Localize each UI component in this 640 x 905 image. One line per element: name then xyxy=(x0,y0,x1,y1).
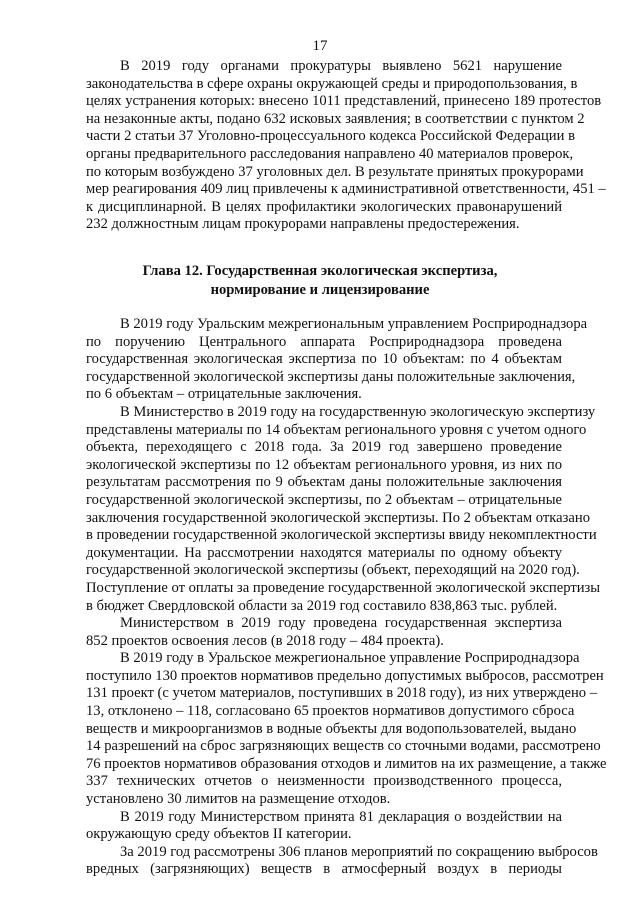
paragraph xyxy=(86,809,562,844)
text-line: 232 должностным лицам прокурорами направлены предостережения. xyxy=(86,216,520,233)
text-line: В 2019 году органами прокуратуры выявлено 5621 нарушение xyxy=(120,58,562,74)
text-line: законодательства в сфере охраны окружающей среды и природопользования, в xyxy=(86,75,578,92)
text-line: вредных (загрязняющих) веществ в атмосферный воздух в периоды xyxy=(86,861,562,878)
text-line: документации. На рассмотрении находятся материалы по одному объекту xyxy=(86,544,562,561)
paragraph xyxy=(86,316,588,404)
text-line: 76 проектов нормативов образования отходов и лимитов на их размещение, а также xyxy=(86,755,607,772)
text-line: государственная экологическая экспертиза по 10 объектам: по 4 объектам xyxy=(86,351,562,368)
text-line: государственной экологической экспертизы (объект, переходящий на 2020 год). xyxy=(86,562,580,579)
text-line: поступило 130 проектов нормативов предельно допустимых выбросов, рассмотрен xyxy=(86,667,604,684)
text-line: В Министерство в 2019 году на государственную экологическую экспертизу xyxy=(120,403,596,420)
text-line: объекта, переходящего с 2018 года. За 2019 год завершено проведение xyxy=(86,439,562,456)
text-line: государственной экологической экспертизы, по 2 объектам – отрицательные xyxy=(86,491,562,508)
text-line: в бюджет Свердловской области за 2019 год составило 838,863 тыс. рублей. xyxy=(86,597,558,614)
chapter-heading-line: Глава 12. Государственная экологическая экспертиза, xyxy=(142,263,498,279)
text-line: государственной экологической экспертизы даны положительные заключения, xyxy=(86,368,576,385)
text-line: представлены материалы по 14 объектам регионального уровня с учетом одного xyxy=(86,421,587,438)
paragraph xyxy=(86,843,598,879)
text-line: В 2019 году Уральским межрегиональным управлением Росприроднадзора xyxy=(120,316,588,332)
text-line: органы предварительного расследования направлено 40 материалов проверок, xyxy=(86,145,574,162)
text-line: 14 разрешений на сброс загрязняющих веществ со сточными водами, рассмотрено xyxy=(86,738,601,755)
chapter-heading-line: нормирование и лицензирование xyxy=(210,282,430,298)
text-line: 131 проект (с учетом материалов, поступивших в 2018 году), из них утверждено – xyxy=(86,685,598,702)
paragraph xyxy=(86,650,607,808)
text-line: мер реагирования 409 лиц привлечены к административной ответственности, 451 – xyxy=(86,181,606,198)
paragraph xyxy=(86,615,562,650)
paragraph xyxy=(86,58,606,234)
text-line: экологической экспертизы по 12 объектам регионального уровня, из них по xyxy=(86,456,562,473)
text-line: к дисциплинарной. В целях профилактики экологических правонарушений xyxy=(86,198,562,215)
text-line: целях устранения которых: внесено 1011 представлений, принесено 189 протестов xyxy=(86,93,602,110)
text-line: За 2019 год рассмотрены 306 планов мероприятий по сокращению выбросов xyxy=(120,843,598,860)
text-line: по 6 объектам – отрицательные заключения. xyxy=(86,386,362,403)
text-line: 852 проектов освоения лесов (в 2018 году – 484 проекта). xyxy=(86,632,444,649)
text-line: Поступление от оплаты за проведение государственной экологической экспертизы xyxy=(86,579,601,596)
text-line: Министерством в 2019 году проведена государственная экспертиза xyxy=(120,615,562,632)
text-line: окружающую среду объектов II категории. xyxy=(86,826,352,843)
text-line: в проведении государственной экологической экспертизы ввиду некомплектности xyxy=(86,527,597,544)
paragraph xyxy=(86,403,601,615)
body-text-before-heading xyxy=(86,58,606,234)
text-line: части 2 статьи 37 Уголовно-процессуального кодекса Российской Федерации в xyxy=(86,128,575,145)
text-line: веществ и микроорганизмов в водные объекты для водопользователей, выдано xyxy=(86,720,577,737)
text-line: по которым возбуждено 37 уголовных дел. В результате принятых прокурорами xyxy=(86,163,584,180)
page-number: 17 xyxy=(312,38,328,54)
text-line: установлено 30 лимитов на размещение отходов. xyxy=(86,791,391,808)
text-line: В 2019 году Министерством принята 81 декларация о воздействии на xyxy=(120,808,562,825)
text-line: результатам рассмотрения по 9 объектам даны положительные заключения xyxy=(86,474,562,491)
text-line: на незаконные акты, подано 632 исковых заявления; в соответствии с пунктом 2 xyxy=(86,110,585,127)
text-line: 13, отклонено – 118, согласовано 65 проектов нормативов допустимого сброса xyxy=(86,703,575,720)
text-line: по поручению Центрального аппарата Росприроднадзора проведена xyxy=(86,333,562,350)
text-line: 337 технических отчетов о неизменности производственного процесса, xyxy=(86,773,562,790)
text-line: заключения государственной экологической экспертизы. По 2 объектам отказано xyxy=(86,509,590,526)
body-text-after-heading xyxy=(86,316,607,879)
text-line: В 2019 году в Уральское межрегиональное управление Росприроднадзора xyxy=(120,650,580,667)
chapter-heading xyxy=(0,262,640,300)
